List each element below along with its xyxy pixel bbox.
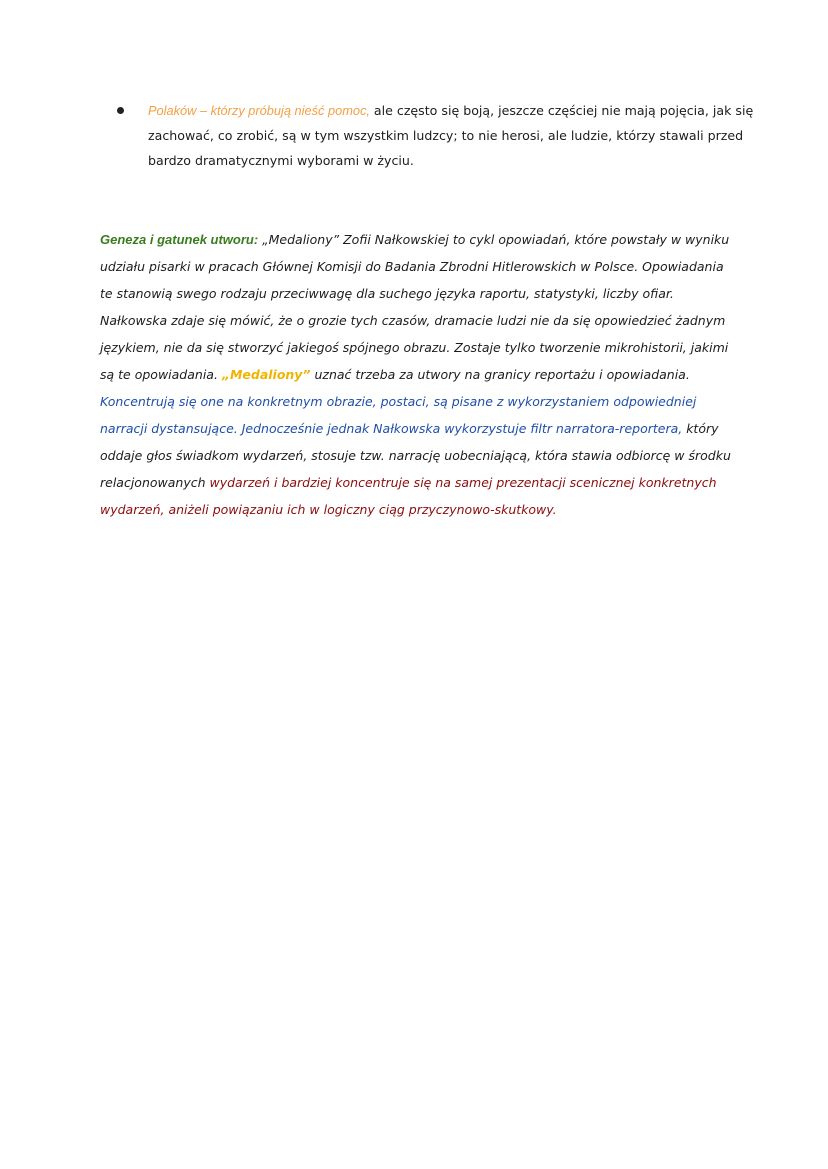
paragraph-text-2: uznać trzeba za utwory na granicy reportażu i opowiadania. <box>310 367 690 382</box>
bullet-highlight: Polaków – którzy próbują nieść pomoc, <box>148 103 370 118</box>
title-highlight: „Medaliony” <box>221 367 311 382</box>
paragraph-text-3: który oddaje głos świadkom wydarzeń, stosuje tzw. narrację uobecniającą, która stawia odbiorcę w środku relacjonowanych <box>100 421 731 490</box>
bullet-item <box>120 98 760 173</box>
red-highlight: wydarzeń i bardziej koncentruje się na samej prezentacji scenicznej konkretnych wydarzeń, aniżeli powiązaniu ich w logiczny ciąg przyczynowo-skutkowy. <box>100 475 717 517</box>
bullet-rest: ale często się boją, jeszcze częściej nie mają pojęcia, jak się zachować, co zrobić, są w tym wszystkim ludzcy; to nie herosi, ale ludzie, którzy stawali przed bardzo dramatycznymi wyborami w życiu. <box>148 103 754 168</box>
bullet-dot-icon <box>117 107 124 114</box>
blue-highlight: Koncentrują się one na konkretnym obrazie, postaci, są pisane z wykorzystaniem odpowiedniej narracji dystansujące. Jednocześnie jednak Nałkowska wykorzystuje filtr narratora-reportera, <box>100 394 697 436</box>
bullet-text <box>148 98 760 173</box>
paragraph-text-1: „Medaliony” Zofii Nałkowskiej to cykl opowiadań, które powstały w wyniku udziału pisarki w pracach Głównej Komisji do Badania Zbrodni Hitlerowskich w Polsce. Opowiadania te stanowią swego rodzaju przeciwwagę dla suchego języka raportu, statystyki, liczby ofiar. Nałkowska zdaje się mówić, że o grozie tych czasów, dramacie ludzi nie da się opowiedzieć żadnym językiem, nie da się stworzyć jakiegoś spójnego obrazu. Zostaje tylko tworzenie mikrohistorii, jakimi są te opowiadania. <box>100 232 730 382</box>
genesis-paragraph <box>100 226 740 523</box>
paragraph-label: Geneza i gatunek utworu: <box>100 232 259 247</box>
